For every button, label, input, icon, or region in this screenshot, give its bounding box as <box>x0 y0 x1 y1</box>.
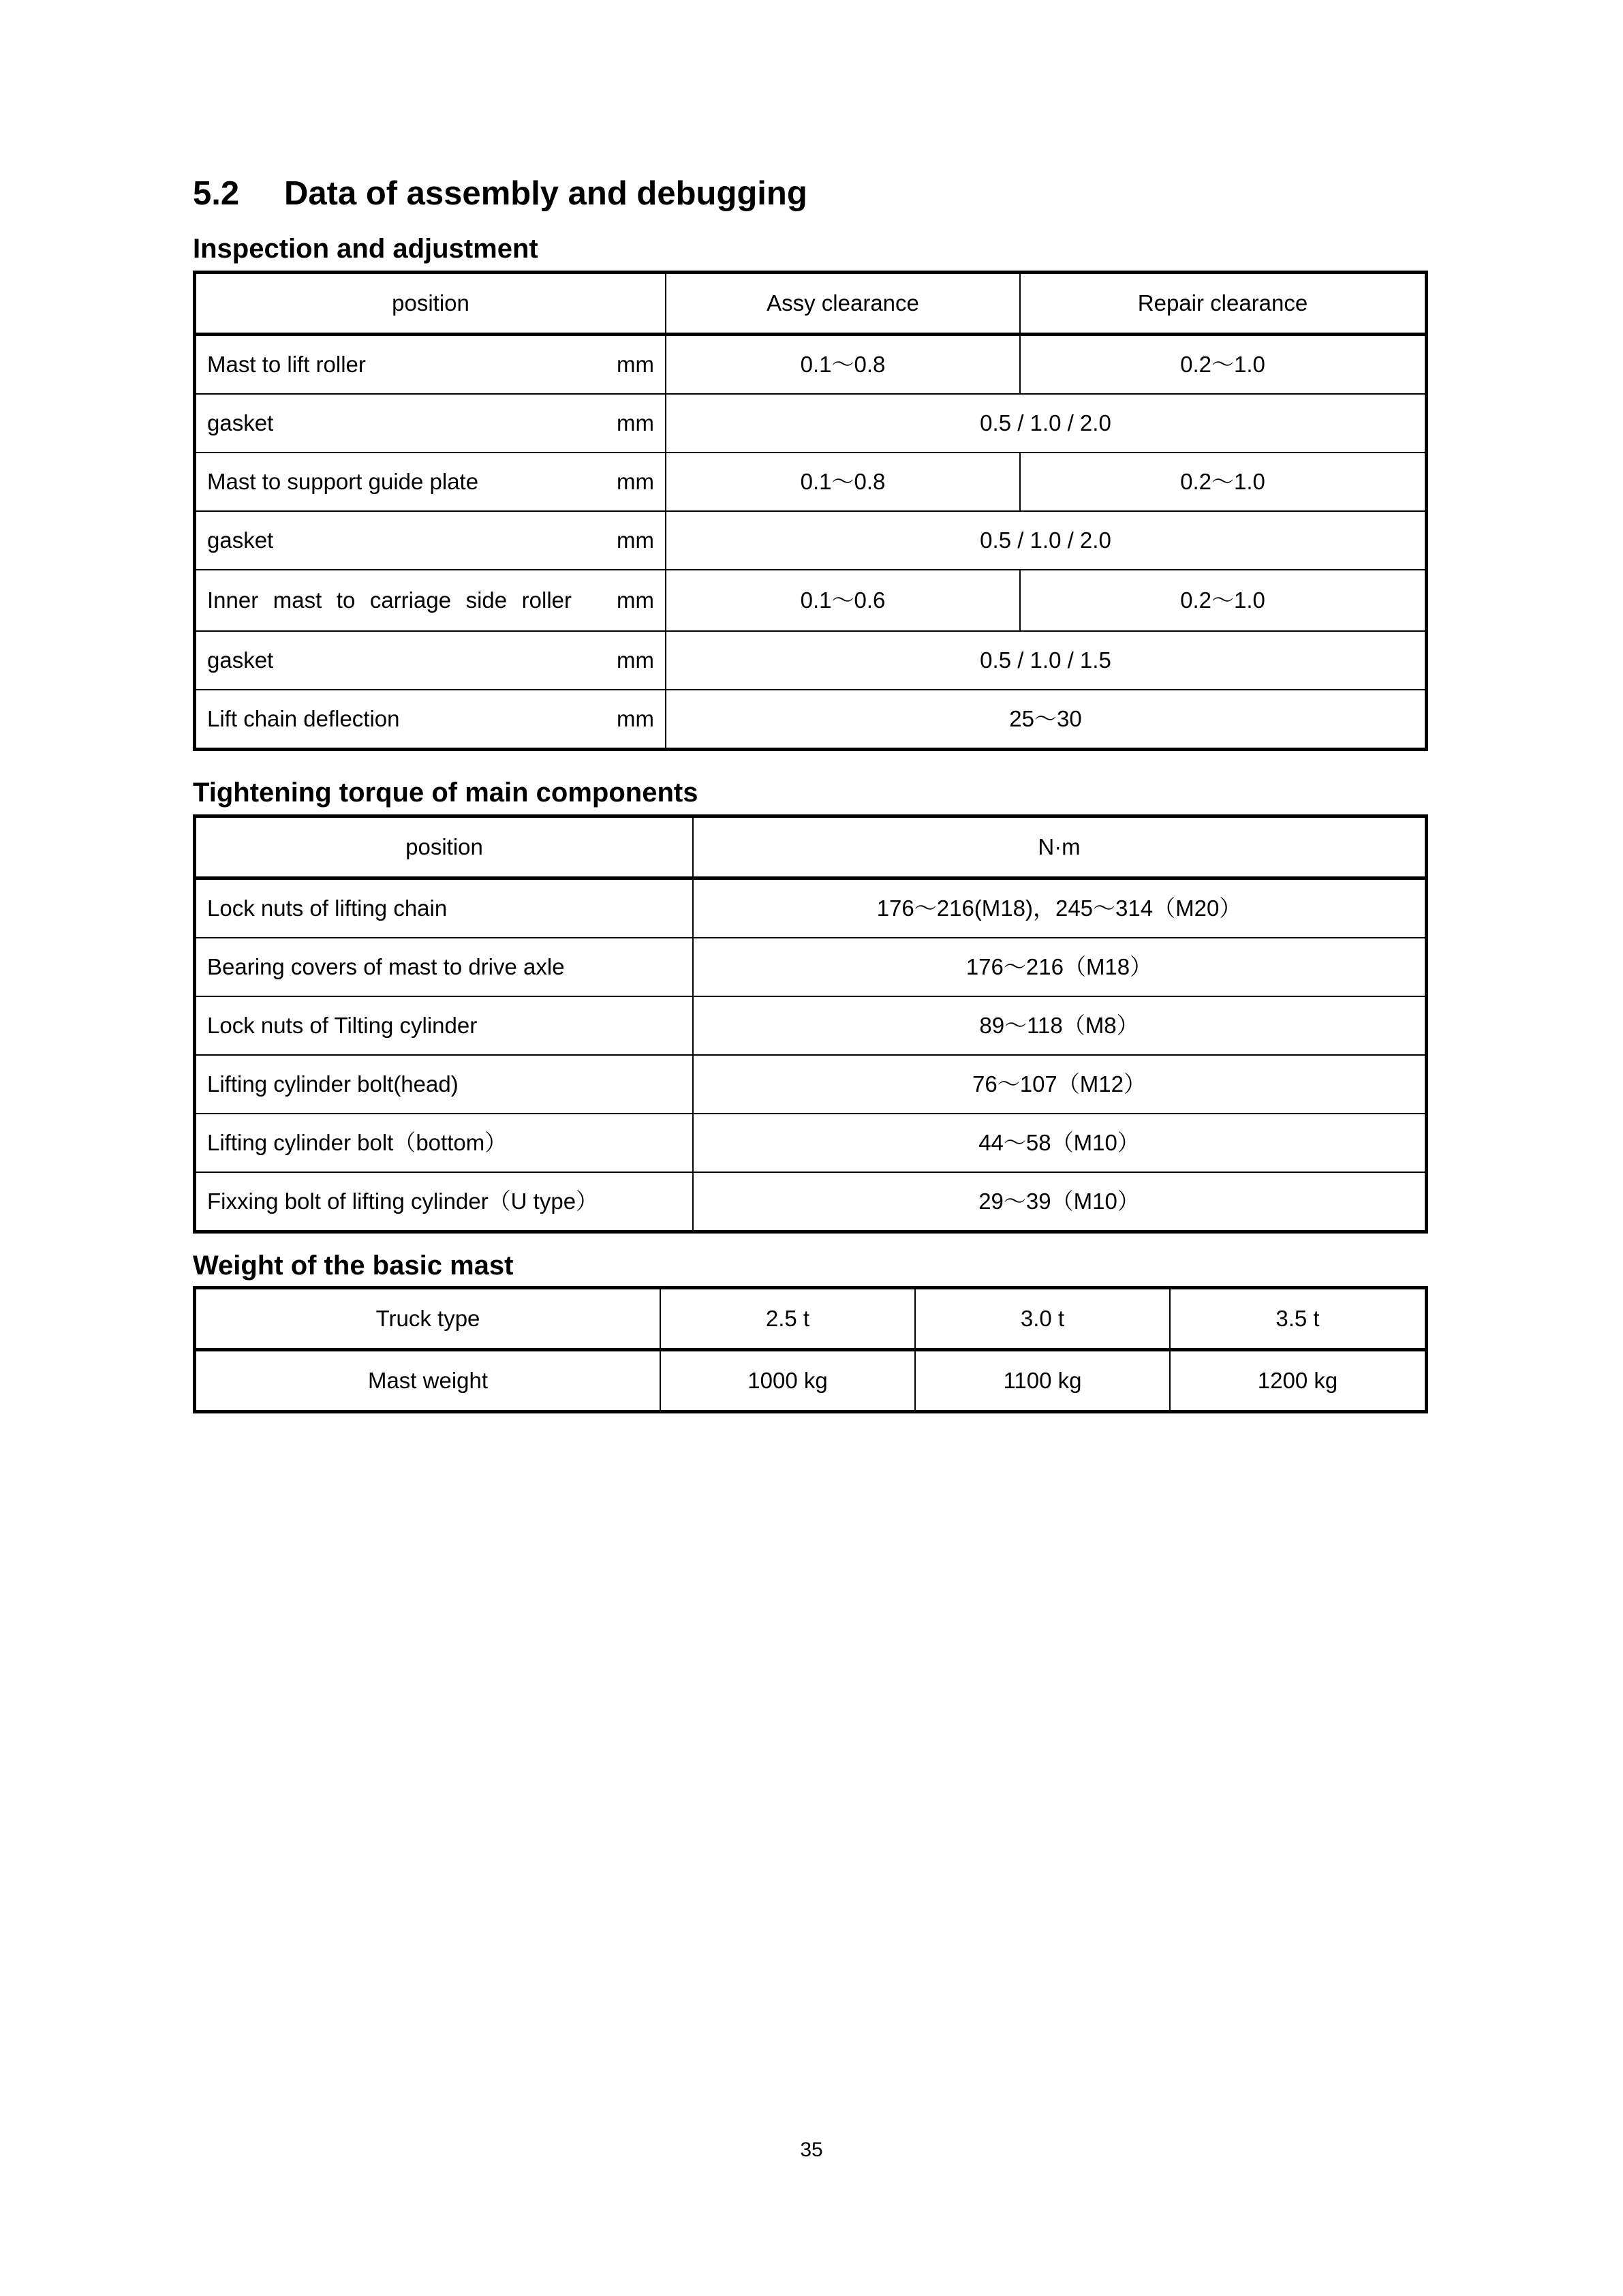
heading-inspection-and-adjustment: Inspection and adjustment <box>193 234 538 264</box>
cell-mast-weight: 1000 kg <box>660 1350 915 1411</box>
cell-position <box>196 394 666 453</box>
table-row <box>196 511 1425 570</box>
table-row <box>196 996 1425 1055</box>
heading-tightening-torque: Tightening torque of main components <box>193 778 698 808</box>
cell-position <box>196 511 666 570</box>
row-unit: mm <box>617 352 654 378</box>
cell-position: Fixxing bolt of lifting cylinder（U type） <box>196 1172 693 1231</box>
table-row <box>196 570 1425 631</box>
cell-merged-value: 0.5 / 1.0 / 2.0 <box>666 511 1425 570</box>
column-header-position: position <box>196 273 666 335</box>
table-header-row <box>196 273 1425 335</box>
cell-truck-type: 2.5 t <box>660 1289 915 1350</box>
table-row <box>196 1350 1425 1411</box>
cell-merged-value: 0.5 / 1.0 / 2.0 <box>666 394 1425 453</box>
cell-position <box>196 335 666 395</box>
table-row <box>196 335 1425 395</box>
table-row <box>196 1114 1425 1172</box>
table-row <box>196 878 1425 938</box>
torque-table-frame <box>193 814 1428 1234</box>
column-header-position: position <box>196 817 693 878</box>
row-unit: mm <box>617 647 654 673</box>
table-row <box>196 1055 1425 1114</box>
cell-position: Lock nuts of lifting chain <box>196 878 693 938</box>
table-row <box>196 1172 1425 1231</box>
cell-mast-weight: 1200 kg <box>1170 1350 1425 1411</box>
cell-assy-clearance: 0.1～0.6 <box>666 570 1020 631</box>
row-label: Lift chain deflection <box>207 706 400 732</box>
cell-position: Lifting cylinder bolt(head) <box>196 1055 693 1114</box>
cell-repair-clearance: 0.2～1.0 <box>1020 453 1425 511</box>
cell-torque-value: 89～118（M8） <box>693 996 1425 1055</box>
cell-assy-clearance: 0.1～0.8 <box>666 335 1020 395</box>
heading-weight-of-basic-mast: Weight of the basic mast <box>193 1251 514 1281</box>
cell-merged-value: 0.5 / 1.0 / 1.5 <box>666 631 1425 690</box>
cell-torque-value: 29～39（M10） <box>693 1172 1425 1231</box>
tightening-torque-table <box>195 816 1426 1231</box>
cell-torque-value: 44～58（M10） <box>693 1114 1425 1172</box>
row-label: Inner mast to carriage side roller <box>207 587 572 613</box>
cell-position <box>196 631 666 690</box>
row-unit: mm <box>617 706 654 732</box>
weight-of-basic-mast-table <box>195 1288 1426 1411</box>
inspection-and-adjustment-table <box>195 273 1426 749</box>
page-number: 35 <box>800 2139 823 2161</box>
cell-position: Lock nuts of Tilting cylinder <box>196 996 693 1055</box>
column-header-assy-clearance: Assy clearance <box>666 273 1020 335</box>
column-header-newton-metre: N·m <box>693 817 1425 878</box>
weight-table-frame <box>193 1286 1428 1413</box>
cell-repair-clearance: 0.2～1.0 <box>1020 335 1425 395</box>
section-number: 5.2 <box>193 175 240 212</box>
row-header-truck-type: Truck type <box>196 1289 660 1350</box>
table-row <box>196 690 1425 748</box>
cell-torque-value: 176～216(M18)，245～314（M20） <box>693 878 1425 938</box>
cell-position <box>196 570 666 631</box>
row-header-mast-weight: Mast weight <box>196 1350 660 1411</box>
page-content <box>193 177 1429 1417</box>
row-label: gasket <box>207 527 274 553</box>
cell-truck-type: 3.5 t <box>1170 1289 1425 1350</box>
table-header-row <box>196 817 1425 878</box>
row-label: gasket <box>207 647 274 673</box>
row-label: gasket <box>207 410 274 436</box>
inspection-table-frame <box>193 271 1428 751</box>
table-row <box>196 453 1425 511</box>
page-title <box>193 177 1429 211</box>
cell-repair-clearance: 0.2～1.0 <box>1020 570 1425 631</box>
section-title-text: Data of assembly and debugging <box>284 175 807 212</box>
cell-mast-weight: 1100 kg <box>915 1350 1170 1411</box>
cell-torque-value: 76～107（M12） <box>693 1055 1425 1114</box>
cell-position <box>196 453 666 511</box>
table-row <box>196 938 1425 996</box>
cell-truck-type: 3.0 t <box>915 1289 1170 1350</box>
cell-torque-value: 176～216（M18） <box>693 938 1425 996</box>
row-unit: mm <box>617 527 654 553</box>
cell-merged-value: 25～30 <box>666 690 1425 748</box>
row-label: Mast to lift roller <box>207 352 366 378</box>
row-unit: mm <box>617 469 654 495</box>
table-row <box>196 1289 1425 1350</box>
row-unit: mm <box>617 410 654 436</box>
table-row <box>196 394 1425 453</box>
cell-position: Lifting cylinder bolt（bottom） <box>196 1114 693 1172</box>
row-unit: mm <box>617 587 654 613</box>
column-header-repair-clearance: Repair clearance <box>1020 273 1425 335</box>
table-row <box>196 631 1425 690</box>
cell-position <box>196 690 666 748</box>
cell-position: Bearing covers of mast to drive axle <box>196 938 693 996</box>
cell-assy-clearance: 0.1～0.8 <box>666 453 1020 511</box>
row-label: Mast to support guide plate <box>207 469 479 495</box>
